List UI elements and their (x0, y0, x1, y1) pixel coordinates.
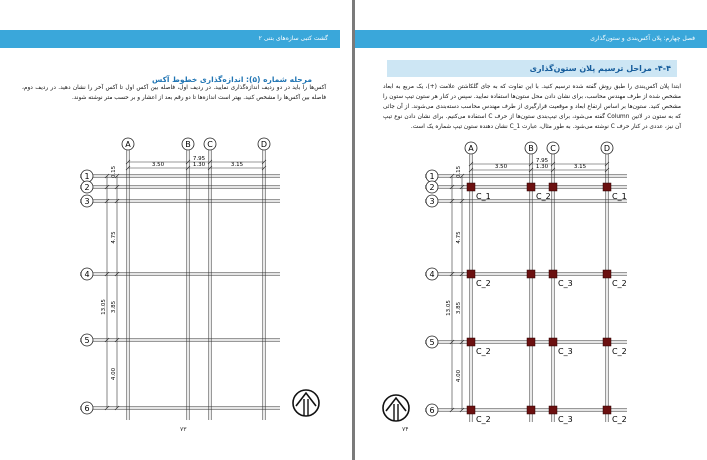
right-header-text: فصل چهارم: پلان آکس‌بندی و ستون‌گذاری (590, 35, 695, 42)
column-square (467, 270, 475, 278)
axis-label-2: 2 (429, 183, 435, 192)
axis-label-D: D (260, 140, 268, 149)
column-square (527, 338, 535, 346)
column-square (527, 270, 535, 278)
dimension-col-spacing: 3.50 (151, 162, 165, 168)
dimension-row-spacing: 4.75 (111, 231, 117, 244)
axis-label-D: D (603, 144, 611, 153)
left-paragraph: آکس‌ها را باید در دو ردیف اندازه‌گذاری نمایید. در ردیف اول، فاصله بین آکس اول تا آکس آخر را نشان دهید. در ردیف دوم، فاصله بین آکس‌ها را مشخص کنید. بهتر است اندازه‌ها تا دو رقم بعد از اعشار و بر حسب متر نوشته شوند. (22, 85, 326, 101)
column-type-label: C_2 (476, 279, 491, 288)
north-arrow-icon (296, 393, 316, 406)
axis-label-5: 5 (429, 338, 435, 347)
column-square (467, 406, 475, 414)
north-arrow-icon (386, 398, 406, 411)
column-type-label: C_3 (558, 347, 573, 356)
column-square (603, 338, 611, 346)
column-type-label: C_3 (558, 415, 573, 424)
column-type-label: C_2 (536, 192, 551, 201)
axis-label-1: 1 (429, 172, 435, 181)
dimension-total-width: 7.95 (535, 158, 549, 164)
dimension-total-width: 7.95 (192, 156, 206, 162)
dimension-row-spacing: 4.00 (111, 367, 117, 381)
column-square (549, 338, 557, 346)
column-type-label: C_2 (612, 415, 627, 424)
column-square (549, 406, 557, 414)
axis-label-A: A (468, 144, 474, 153)
axis-label-A: A (125, 140, 131, 149)
column-square (603, 270, 611, 278)
dimension-total-height: 13.05 (446, 300, 452, 316)
dimension-col-spacing: 3.15 (230, 162, 244, 168)
dimension-row-spacing: 0.15 (456, 165, 462, 179)
column-square (467, 338, 475, 346)
axis-label-C: C (207, 140, 213, 149)
dimension-row-spacing: 3.85 (456, 301, 462, 315)
dimension-row-spacing: 3.85 (111, 300, 117, 314)
column-square (549, 270, 557, 278)
left-heading-text: مرحله شماره (۵): اندازه‌گذاری خطوط آکس (151, 75, 312, 84)
column-square (603, 406, 611, 414)
axis-label-4: 4 (429, 270, 435, 279)
axis-label-3: 3 (429, 197, 435, 206)
column-square (549, 183, 557, 191)
axis-label-B: B (528, 144, 534, 153)
dimension-col-spacing: 1.30 (535, 164, 549, 170)
left-page (0, 0, 352, 460)
axis-label-4: 4 (84, 270, 90, 279)
right-heading-text: ۴-۴- مراحل ترسیم پلان ستون‌گذاری (529, 64, 671, 73)
left-header-text: گشت کتبی سازه‌های بتنی ۲ (258, 35, 328, 42)
column-type-label: C_3 (558, 279, 573, 288)
axis-label-1: 1 (84, 172, 90, 181)
dimension-col-spacing: 3.50 (494, 164, 508, 170)
dimension-row-spacing: 4.00 (456, 369, 462, 383)
axis-label-3: 3 (84, 197, 90, 206)
column-type-label: C_2 (476, 415, 491, 424)
axis-label-6: 6 (429, 406, 435, 415)
axis-dimension-plan (0, 0, 352, 460)
column-type-label: C_2 (612, 279, 627, 288)
dimension-row-spacing: 0.15 (111, 165, 117, 179)
column-type-label: C_1 (476, 192, 491, 201)
column-square (467, 183, 475, 191)
dimension-col-spacing: 3.15 (573, 164, 587, 170)
axis-label-2: 2 (84, 183, 90, 192)
axis-label-B: B (185, 140, 191, 149)
dimension-col-spacing: 1.30 (192, 162, 206, 168)
column-square (603, 183, 611, 191)
column-square (527, 183, 535, 191)
right-page (355, 0, 707, 460)
axis-label-6: 6 (84, 404, 90, 413)
column-square (527, 406, 535, 414)
axis-label-C: C (550, 144, 556, 153)
axis-label-5: 5 (84, 336, 90, 345)
column-type-label: C_2 (612, 347, 627, 356)
column-type-label: C_1 (612, 192, 627, 201)
left-page-number: ۷۳ (180, 426, 187, 433)
dimension-total-height: 13.05 (101, 299, 107, 315)
right-paragraph: ابتدا پلان آکس‌بندی را طبق روش گفته شده ترسیم کنید. با این تفاوت که به جای گلکاشتن علامت (+)، یک مربع به ابعاد مشخص شده از طرف مهندس محاسب، برای نشان دادن محل ستون‌ها استفاده نمایید. سپس در کنار هر ستون تیپ ستون را مشخص کنید. ستون‌ها بر اساس ارتفاع ابعاد و موقعیت قرارگیری از طرف مهندس محاسب دسته‌بندی می‌شوند. از آن جائی که به ستون در لاتین Column گفته می‌شود، برای تیپ‌بندی ستون‌ها از حرف C استفاده می‌کنیم. برای نشان دادن نوع تیپ آن نیز، عددی در کنار حرف C نوشته می‌شود. به طور مثال، عبارت C_1 نشان دهنده ستون تیپ شماره یک است. (383, 84, 681, 130)
column-placement-plan (355, 0, 707, 460)
right-page-number: ۷۴ (402, 426, 409, 433)
dimension-row-spacing: 4.75 (456, 231, 462, 244)
column-type-label: C_2 (476, 347, 491, 356)
